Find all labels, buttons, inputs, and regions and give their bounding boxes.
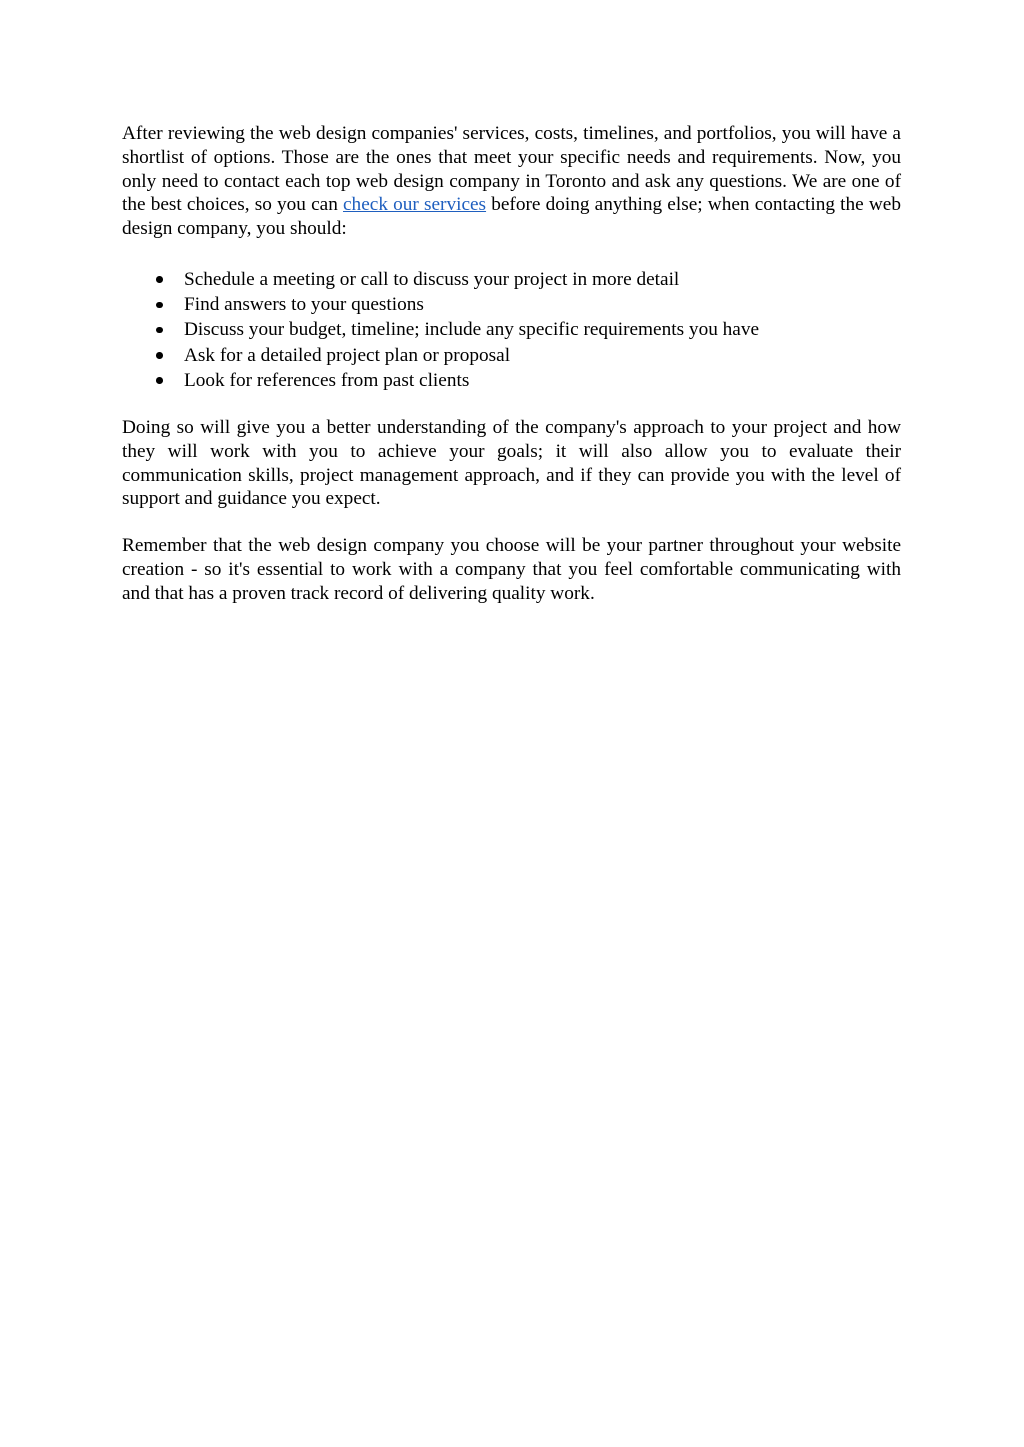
document-page (122, 122, 901, 606)
bullet-icon (156, 276, 163, 283)
contact-steps-list (122, 267, 901, 393)
intro-text-before-link: After reviewing the web design companies' services, costs, timelines, and portfolios, you will have a shortlist of options. Those are the ones that meet your specific needs and requirements. Now, you only need to contact each top web design company in Toronto and ask any questions. We are one of the best choices, so you can (122, 123, 901, 216)
bullet-icon (156, 377, 163, 384)
list-item (122, 292, 901, 317)
bullet-icon (156, 352, 163, 359)
list-item-text: Find answers to your questions (184, 294, 424, 316)
list-item-text: Look for references from past clients (184, 369, 470, 391)
list-item (122, 317, 901, 342)
understanding-paragraph: Doing so will give you a better understanding of the company's approach to your project and how they will work with you to achieve your goals; it will also allow you to evaluate their communication skills, project management approach, and if they can provide you with the level of support and guidance you expect. (122, 416, 901, 510)
check-our-services-link[interactable]: check our services (343, 194, 487, 216)
list-item-text: Schedule a meeting or call to discuss your project in more detail (184, 268, 680, 290)
partner-paragraph: Remember that the web design company you choose will be your partner throughout your website creation - so it's essential to work with a company that you feel comfortable communicating with and that has a proven track record of delivering quality work. (122, 535, 901, 604)
list-item (122, 267, 901, 292)
list-item-text: Discuss your budget, timeline; include any specific requirements you have (184, 319, 760, 341)
intro-paragraph (122, 122, 901, 241)
list-item (122, 343, 901, 368)
intro-text-after-link: before doing anything else; when contacting the web design company, you should: (122, 194, 901, 240)
list-item-text: Ask for a detailed project plan or proposal (184, 344, 511, 366)
list-item (122, 368, 901, 393)
bullet-icon (156, 302, 163, 309)
bullet-icon (156, 327, 163, 334)
